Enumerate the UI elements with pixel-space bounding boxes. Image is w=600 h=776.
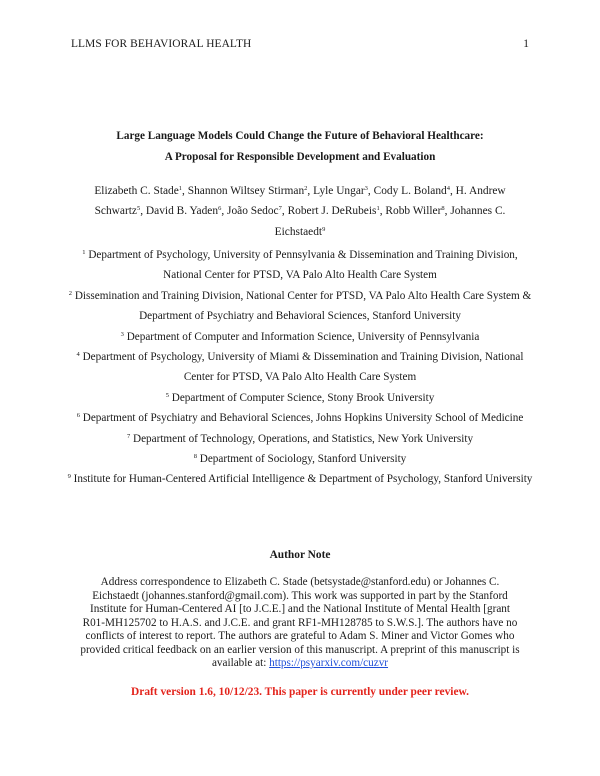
- draft-notice: Draft version 1.6, 10/12/23. This paper is currently under peer review.: [131, 686, 469, 698]
- author-affiliation-marker: 6: [218, 205, 222, 213]
- author-name: Robert J. DeRubeis$^1$,: [287, 205, 386, 218]
- affiliation-item: [62, 429, 538, 449]
- author-name: Cody L. Boland$^4$,: [373, 185, 456, 197]
- affiliation-number: 6: [76, 412, 80, 420]
- title-line-1: Large Language Models Could Change the Future of Behavioral Healthcare:: [116, 130, 484, 142]
- author-note-text: Address correspondence to Elizabeth C. Stade (betsystade@stanford.edu) or Johannes C. Eichstaedt (johannes.stanford@gmail.com). This work was supported in part by the Stanford Institute for Human-Centered AI [to J.C.E.] and the National Institute of Mental Health [grant R01-MH125702 to H.A.S. and J.C.E. and grant RF1-MH128785 to S.W.S.]. The authors have no conflicts of interest to report. The authors are grateful to Adam S. Miner and Victor Gomes who provided critical feedback on an earlier version of this manuscript. A preprint of this manuscript is available at:: [80, 576, 520, 669]
- affiliation-number: 7: [126, 432, 131, 440]
- author-name: Lyle Ungar$^3$,: [313, 185, 374, 197]
- author-name: David B. Yaden$^6$,: [145, 205, 228, 218]
- affiliation-text: Department of Computer Science, Stony Brook University: [171, 391, 435, 404]
- paper-title: [60, 126, 540, 167]
- affiliation-item: [62, 449, 538, 469]
- author-affiliation-marker: 8: [441, 205, 445, 213]
- author-affiliation-marker: 7: [278, 205, 282, 213]
- author-note-heading: Author Note: [269, 549, 331, 561]
- author-affiliation-marker: 1: [376, 205, 380, 213]
- affiliation-text: Dissemination and Training Division, National Center for PTSD, VA Palo Alto Health Care System & Department of Psychiatry and Behavioral Sciences, Stanford University: [74, 289, 532, 323]
- affiliation-item: [62, 408, 538, 428]
- affiliation-number: 1: [82, 249, 86, 256]
- affiliation-number: 9: [67, 473, 71, 481]
- affiliation-item: [62, 388, 538, 408]
- affiliation-item: [62, 286, 538, 327]
- affiliation-number: 3: [120, 330, 124, 338]
- affiliation-text: Department of Computer and Information Science, University of Pennsylvania: [126, 330, 480, 343]
- author-name: H. Andrew Schwartz$^5$,: [94, 185, 506, 218]
- author-name: Robb Willer$^8$,: [385, 205, 451, 218]
- affiliation-item: [62, 347, 538, 388]
- author-name: Shannon Wiltsey Stirman$^2$,: [187, 185, 314, 197]
- running-head: LLMS FOR BEHAVIORAL HEALTH: [71, 38, 252, 50]
- affiliation-text: Department of Psychology, University of Pennsylvania & Dissemination and Training Division, National Center for PTSD, VA Palo Alto Health Care System: [88, 249, 518, 282]
- affiliation-item: [62, 245, 538, 286]
- affiliation-number: 2: [68, 289, 73, 297]
- affiliation-item: [62, 327, 538, 347]
- author-name: João Sedoc$^7$,: [227, 205, 288, 218]
- author-affiliation-marker: 2: [304, 185, 308, 192]
- affiliation-text: Department of Technology, Operations, and Statistics, New York University: [132, 432, 474, 445]
- affiliation-list: [62, 245, 538, 490]
- affiliation-number: 8: [193, 453, 197, 461]
- author-name: Elizabeth C. Stade$^1$,: [94, 185, 188, 197]
- running-header: [71, 38, 529, 50]
- affiliation-text: Department of Psychiatry and Behavioral Sciences, Johns Hopkins University School of Medicine: [82, 412, 524, 425]
- author-affiliation-marker: 3: [364, 185, 368, 192]
- author-affiliation-marker: 5: [136, 205, 141, 213]
- affiliation-text: Institute for Human-Centered Artificial Intelligence & Department of Psychology, Stanford University: [73, 473, 533, 486]
- affiliation-text: Department of Sociology, Stanford University: [199, 453, 407, 466]
- author-affiliation-marker: 1: [178, 185, 183, 192]
- author-list: [78, 181, 522, 242]
- author-affiliation-marker: 9: [322, 225, 326, 233]
- title-line-2: A Proposal for Responsible Development and Evaluation: [164, 150, 436, 163]
- page-number: 1: [523, 38, 529, 50]
- affiliation-number: 5: [165, 391, 169, 399]
- affiliation-text: Department of Psychology, University of Miami & Dissemination and Training Division, National Center for PTSD, VA Palo Alto Health Care System: [82, 351, 524, 384]
- author-name: Johannes C. Eichstaedt$^9$: [274, 205, 506, 238]
- affiliation-number: 4: [76, 351, 80, 359]
- affiliation-item: [62, 469, 538, 489]
- author-affiliation-marker: 4: [446, 185, 450, 192]
- preprint-link[interactable]: https://psyarxiv.com/cuzvr: [269, 657, 389, 669]
- author-note-body: [80, 576, 520, 671]
